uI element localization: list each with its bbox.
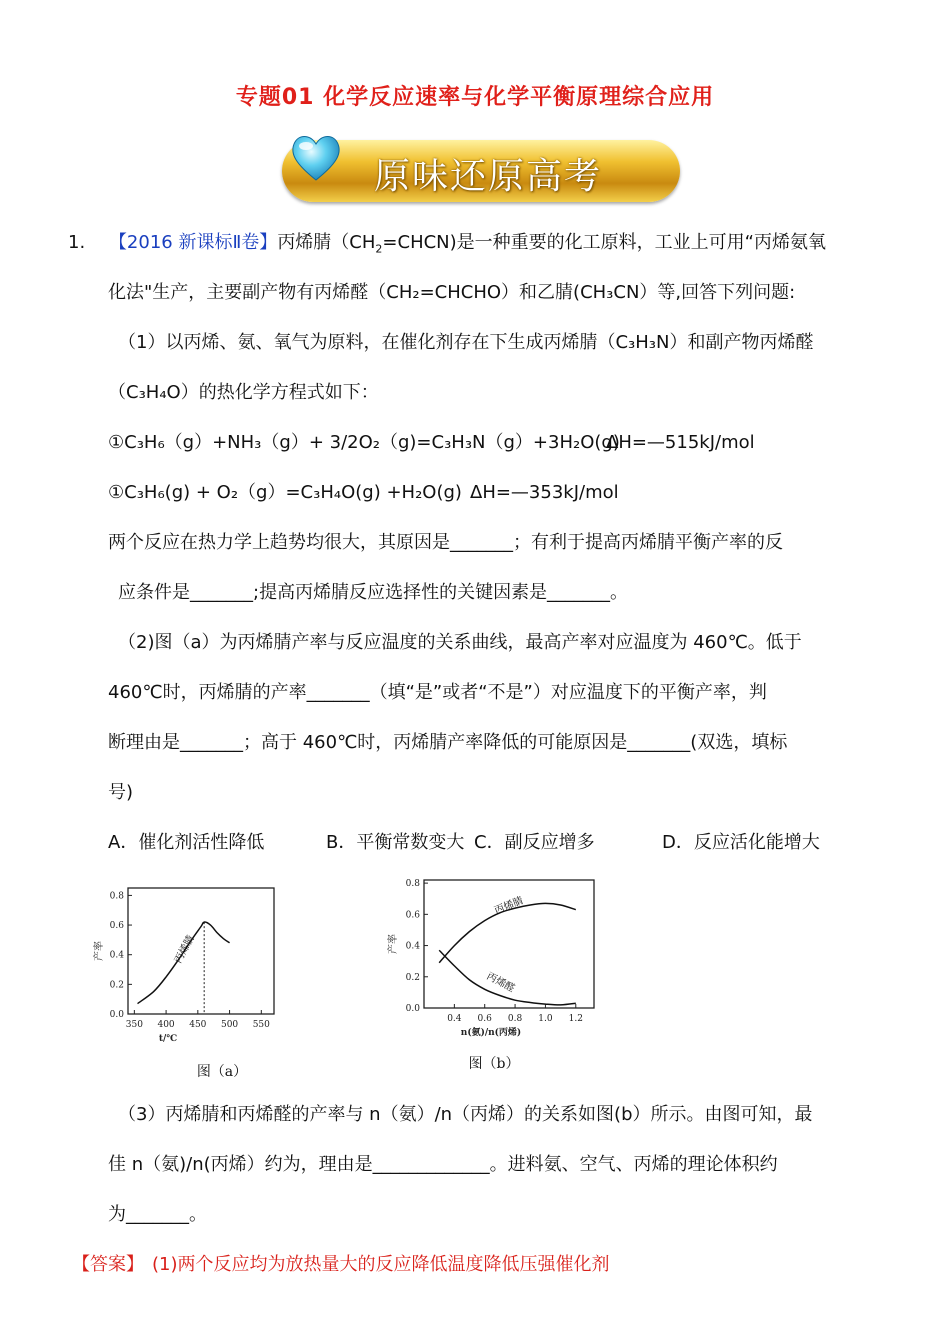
y-tick-label: 0.6 xyxy=(109,921,124,932)
y-tick-label: 0.0 xyxy=(405,1004,420,1014)
x-tick-label: 1.2 xyxy=(568,1014,583,1024)
x-tick-label: 1.0 xyxy=(538,1014,553,1024)
question-intro-a: 丙烯腈（CH xyxy=(277,232,376,253)
y-tick-label: 0.6 xyxy=(405,910,420,921)
chart-b xyxy=(376,870,616,1082)
chart-caption: 图（a） xyxy=(196,1064,248,1080)
question-line-2: 化法"生产，主要副产物有丙烯醛（CH₂=CHCHO）和乙腈(CH₃CN）等,回答下列问题: xyxy=(108,282,796,303)
option-d: D．反应活化能增大 xyxy=(662,832,820,853)
x-tick-label: 550 xyxy=(252,1020,270,1030)
chart-a xyxy=(92,876,292,1086)
y-axis-label: 产率 xyxy=(388,934,399,954)
y-tick-label: 0.8 xyxy=(405,879,420,890)
y-axis-label: 产率 xyxy=(94,941,105,961)
question-line-1: 1. 【2016 新课标Ⅱ卷】丙烯腈$(CH_2=CHCN)$是一种重要的化工原料，工业上可用“丙烯氨氧 xyxy=(68,232,826,256)
page-title: 专题01 化学反应速率与化学平衡原理综合应用 xyxy=(235,85,715,110)
part1-question-line-2: 应条件是_______;提高丙烯腈反应选择性的关键因素是_______。 xyxy=(118,582,629,603)
y-tick-label: 0.0 xyxy=(109,1010,124,1020)
question-source: 【2016 新课标Ⅱ卷】 xyxy=(108,232,278,253)
y-tick-label: 0.2 xyxy=(405,972,420,983)
question-number: 1. xyxy=(68,232,86,253)
x-tick-label: 0.8 xyxy=(507,1014,523,1024)
part1-line-2: （C₃H₄O）的热化学方程式如下： xyxy=(108,382,379,403)
part1-line-1: （1）以丙烯、氨、氧气为原料，在催化剂存在下生成丙烯腈（C₃H₃N）和副产物丙烯醛 xyxy=(118,332,814,353)
part1-question-line-1: 两个反应在热力学上趋势均很大，其原因是_______；有利于提高丙烯腈平衡产率的反 xyxy=(108,532,783,553)
part2-line-4: 号) xyxy=(108,782,134,803)
option-b: B．平衡常数变大 xyxy=(326,832,465,853)
part2-line-2: 460℃时，丙烯腈的产率_______（填“是”或者“不是”）对应温度下的平衡产率，判 xyxy=(108,682,767,703)
y-tick-label: 0.2 xyxy=(109,980,124,991)
series-line-1 xyxy=(439,950,576,1005)
x-tick-label: 450 xyxy=(189,1020,207,1030)
series-label-0: 丙烯腈 xyxy=(172,933,197,966)
option-c: C．副反应增多 xyxy=(474,832,595,853)
x-axis-label: t/℃ xyxy=(158,1034,178,1044)
option-a: A．催化剂活性降低 xyxy=(108,832,265,853)
x-tick-label: 400 xyxy=(157,1020,175,1030)
equation-1: ①C₃H₆（g）+NH₃（g）+ 3/2O₂（g)=C₃H₃N（g）+3H₂O(g) xyxy=(108,432,620,453)
answer-label: 【答案】 xyxy=(72,1254,144,1275)
equation-2-enthalpy: ΔH=—353kJ/mol xyxy=(470,482,619,503)
answer-line xyxy=(72,1254,610,1276)
part3-line-2: 佳 n（氨)/n(丙烯）约为，理由是_____________。进料氨、空气、丙烯的理论体积约 xyxy=(108,1154,778,1175)
heart-icon xyxy=(286,126,346,186)
equation-2: ①C₃H₆(g) + O₂（g）=C₃H₄O(g) +H₂O(g) xyxy=(108,482,462,503)
part2-line-3: 断理由是_______；高于 460℃时，丙烯腈产率降低的可能原因是_______(双选，填标 xyxy=(108,732,788,753)
x-tick-label: 350 xyxy=(125,1020,143,1030)
equation-1-enthalpy: ΔH=—515kJ/mol xyxy=(606,432,755,453)
chart-caption: 图（b） xyxy=(468,1056,520,1072)
part2-line-1: （2)图（a）为丙烯腈产率与反应温度的关系曲线，最高产率对应温度为 460℃。低于 xyxy=(118,632,802,653)
section-banner xyxy=(282,140,680,202)
y-tick-label: 0.4 xyxy=(109,950,124,961)
answer-text: (1)两个反应均为放热量大的反应降低温度降低压强催化剂 xyxy=(152,1254,610,1275)
x-tick-label: 0.4 xyxy=(447,1014,462,1024)
x-tick-label: 0.6 xyxy=(477,1014,492,1024)
part3-line-1: （3）丙烯腈和丙烯醛的产率与 n（氨）/n（丙烯）的关系如图(b）所示。由图可知，最 xyxy=(118,1104,813,1125)
y-tick-label: 0.4 xyxy=(405,941,420,952)
part3-line-3: 为_______。 xyxy=(108,1204,207,1225)
y-tick-label: 0.8 xyxy=(109,891,124,902)
banner-text: 原味还原高考 xyxy=(374,156,603,197)
series-label-0: 丙烯腈 xyxy=(493,895,525,917)
series-label-1: 丙烯醛 xyxy=(484,970,517,995)
question-intro-b: =CHCN)是一种重要的化工原料，工业上可用“丙烯氨氧 xyxy=(382,232,826,253)
x-axis-label: n(氨)/n(丙烯) xyxy=(460,1028,522,1038)
x-tick-label: 500 xyxy=(220,1020,239,1030)
